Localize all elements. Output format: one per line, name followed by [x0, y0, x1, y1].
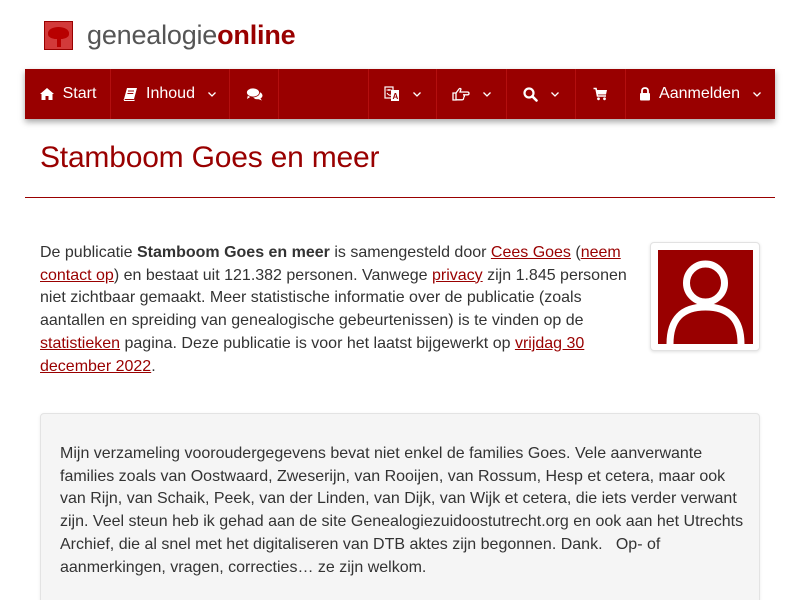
home-icon [39, 87, 55, 101]
privacy-link[interactable]: privacy [431, 266, 483, 284]
nav-inhoud[interactable] [111, 69, 230, 119]
svg-text:A: A [392, 92, 398, 101]
tree-logo-icon [44, 21, 73, 50]
description-text: Mijn verzameling vooroudergegevens bevat niet enkel de families Goes. Vele aanverwante families zoals van Oostwaard, Zweserijn, van Rooijen, van Rossum, Hesp et cetera, maar ook van Rijn, van Schaik, Peek, van der Linden, van Dijk, van Wijk et cetera, die iets verder verwant zijn. Veel steun heb ik gehad aan de site Genealogiezuidoostutrecht.org en ook aan het Utrechts Archief, die al snel met het digitaliseren van DTB aktes zijn begonnen. Dank. Op- of aanmerkingen, vragen, correcties… ze zijn welkom. [60, 445, 747, 576]
chevron-down-icon [482, 89, 492, 99]
nav-inhoud-label: Inhoud [146, 85, 195, 102]
nav-search[interactable] [507, 69, 576, 119]
publication-intro: De publicatie Stamboom Goes en meer is samengesteld door Cees Goes (neem contact op) en bestaat uit 121.382 personen. Vanwege privacy zijn 1.845 personen niet zichtbaar gemaakt. Meer statistische informatie over de publicatie (zoals aantallen en spreiding van genealogische gebeurtenissen) is te vinden op de statistieken pagina. Deze publicatie is voor het laatst bijgewerkt op vrijdag 30 december 2022. [40, 244, 627, 375]
nav-language[interactable] [368, 69, 437, 119]
nav-login[interactable] [626, 69, 775, 119]
lock-icon [639, 87, 651, 101]
nav-start-label: Start [62, 85, 97, 102]
page-title: Stamboom Goes en meer [40, 141, 380, 174]
nav-start[interactable] [25, 69, 111, 119]
author-avatar-frame[interactable] [650, 242, 760, 351]
author-link[interactable]: Cees Goes [490, 244, 571, 261]
nav-spacer [279, 69, 368, 119]
cart-icon [593, 87, 608, 101]
nav-chat[interactable] [230, 69, 279, 119]
search-icon [523, 87, 538, 102]
hand-pointer-icon [452, 87, 470, 101]
nav-actions[interactable] [437, 69, 507, 119]
nav-login-label: Aanmelden [659, 85, 740, 102]
comments-icon [246, 87, 263, 101]
title-divider [25, 197, 775, 198]
chevron-down-icon [412, 89, 422, 99]
statistics-link[interactable]: statistieken [40, 334, 121, 352]
contact-link[interactable]: neem contact op [40, 244, 621, 284]
translate-icon [384, 86, 400, 102]
user-avatar-icon [658, 250, 753, 344]
publication-name: Stamboom Goes en meer [136, 244, 330, 261]
site-logo[interactable] [44, 20, 295, 50]
main-navbar [25, 69, 775, 119]
chevron-down-icon [752, 89, 762, 99]
nav-cart[interactable] [576, 69, 626, 119]
chevron-down-icon [207, 89, 217, 99]
last-updated-link[interactable]: vrijdag 30 december 2022 [40, 334, 585, 375]
chevron-down-icon [550, 89, 560, 99]
publication-description [40, 413, 760, 600]
book-icon [123, 87, 138, 101]
site-name: genealogieonline [87, 20, 296, 50]
